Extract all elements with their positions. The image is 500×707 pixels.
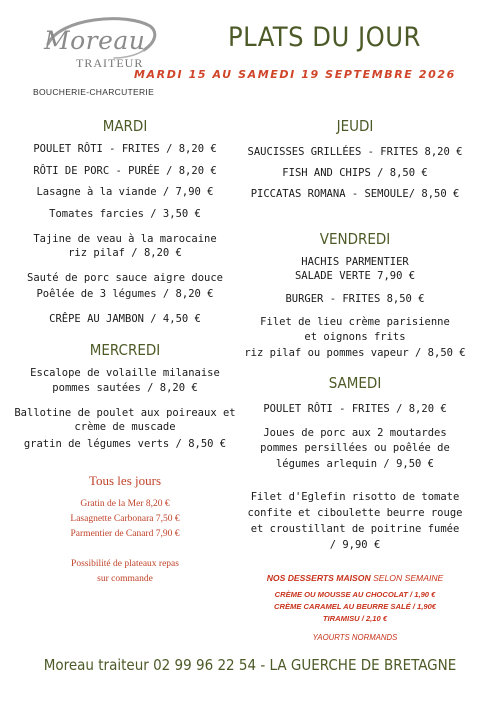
menu-item: HACHIS PARMENTIER (301, 256, 409, 268)
menu-item: CRÊPE AU JAMBON / 4,50 € (49, 313, 201, 325)
menu-item: POULET RÔTI - FRITES / 8,20 € (263, 403, 447, 415)
menu-item: et croustillant de poitrine fumée (250, 523, 460, 535)
menu-item: SALADE VERTE 7,90 € (294, 270, 416, 282)
day-heading-mardi: MARDI (102, 117, 148, 135)
desserts-title-main: NOS DESSERTS MAISON (266, 573, 371, 583)
menu-item: et oignons frits (304, 331, 406, 343)
desserts-title-semaine: SELON SEMAINE (373, 573, 444, 583)
menu-item: Escalope de volaille milanaise (30, 367, 220, 379)
menu-item: Lasagne à la viande / 7,90 € (36, 186, 214, 198)
menu-item: Joues de porc aux 2 moutardes (263, 427, 447, 439)
dessert-item: CRÈME OU MOUSSE AU CHOCOLAT / 1,90 € (274, 590, 436, 599)
tous-les-jours-title: Tous les jours (88, 473, 162, 488)
menu-item: Filet d'Eglefin risotto de tomate (250, 491, 460, 503)
menu-item: pommes sautées / 8,20 € (52, 382, 198, 394)
menu-item: Tajine de veau à la marocaine (33, 233, 217, 245)
menu-item: riz pilaf / 8,20 € (68, 247, 182, 259)
logo-subtitle: BOUCHERIE-CHARCUTERIE (33, 87, 155, 97)
list-item: Parmentier de Canard 7,90 € (70, 529, 180, 539)
plateaux-note: sur commande (97, 574, 153, 584)
desserts-title (235, 573, 475, 583)
day-heading-jeudi: JEUDI (336, 117, 374, 135)
logo-name: Moreau (44, 26, 146, 55)
day-heading-samedi: SAMEDI (328, 374, 382, 392)
menu-item: gratin de légumes verts / 8,50 € (23, 438, 227, 450)
menu-item: PICCATAS ROMANA - SEMOULE/ 8,50 € (250, 188, 460, 200)
list-item: Lasagnette Carbonara 7,50 € (70, 514, 180, 524)
footer-contact: Moreau traiteur 02 99 96 22 54 - LA GUERCHE DE BRETAGNE (43, 656, 457, 674)
plateaux-note: Possibilité de plateaux repas (71, 559, 179, 569)
menu-item: POULET RÔTI - FRITES / 8,20 € (33, 143, 217, 155)
menu-item: Ballotine de poulet aux poireaux et (14, 407, 236, 419)
day-heading-vendredi: VENDREDI (319, 230, 391, 248)
menu-item: crème de muscade (74, 421, 176, 433)
day-heading-mercredi: MERCREDI (89, 341, 161, 359)
menu-item: confite et ciboulette beurre rouge (247, 507, 463, 519)
dessert-item: TIRAMISU / 2,10 € (322, 614, 388, 623)
menu-item: pommes persillées ou poêlée de (260, 442, 450, 454)
logo-traiteur: TRAITEUR (76, 56, 144, 70)
list-item: Gratin de la Mer 8,20 € (80, 499, 170, 509)
yaourts-note: YAOURTS NORMANDS (312, 633, 398, 642)
menu-item: Tomates farcies / 3,50 € (49, 208, 201, 220)
page-title: PLATS DU JOUR (228, 22, 421, 53)
menu-item: BURGER - FRITES 8,50 € (285, 293, 425, 305)
menu-item: FISH AND CHIPS / 8,50 € (282, 167, 428, 179)
dessert-item: CRÈME CARAMEL AU BEURRE SALÉ / 1,90€ (273, 602, 437, 611)
menu-item: Sauté de porc sauce aigre douce (27, 272, 223, 284)
menu-item: Poêlée de 3 légumes / 8,20 € (36, 288, 214, 300)
menu-item: riz pilaf ou pommes vapeur / 8,50 € (244, 347, 466, 359)
menu-item: Filet de lieu crème parisienne (260, 316, 450, 328)
menu-item: / 9,90 € (329, 539, 381, 551)
menu-item: légumes arlequin / 9,50 € (275, 458, 435, 470)
menu-item: SAUCISSES GRILLÉES - FRITES 8,20 € (247, 146, 463, 158)
menu-item: RÔTI DE PORC - PURÉE / 8,20 € (33, 165, 217, 177)
date-range: MARDI 15 AU SAMEDI 19 SEPTEMBRE 2026 (134, 68, 456, 81)
